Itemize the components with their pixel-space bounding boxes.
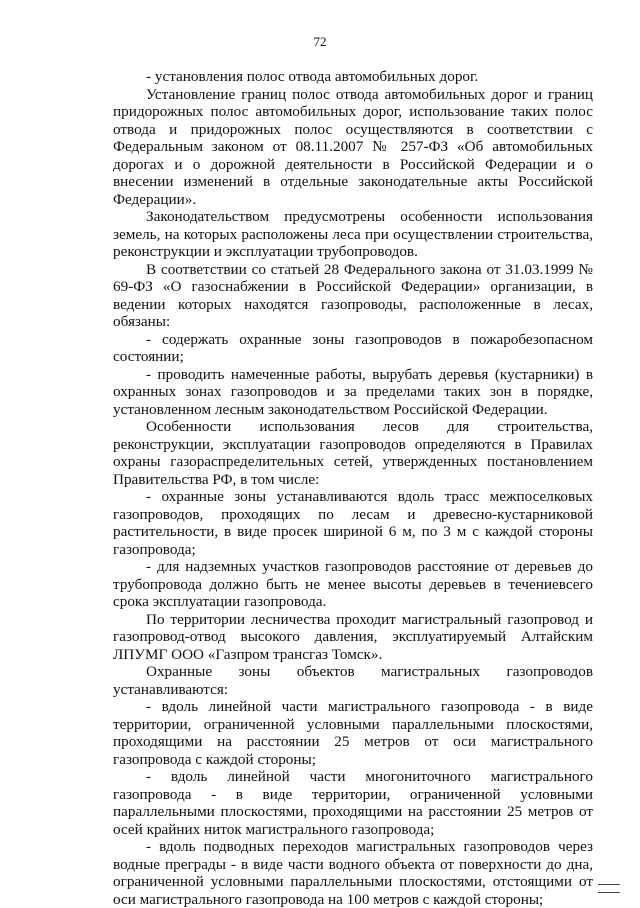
list-item: - содержать охранные зоны газопроводов в пожаробезопасном состоянии; xyxy=(113,330,593,365)
paragraph: По территории лесничества проходит магистральный газопровод и газопровод-отвод высокого давления, эксплуатируемый Алтайским ЛПУМГ ООО «Газпром трансгаз Томск». xyxy=(113,610,593,663)
list-item: - проводить намеченные работы, вырубать деревья (кустарники) в охранных зонах газопроводов и за пределами таких зон в порядке, установленном лесным законодательством Российской Федерации. xyxy=(113,365,593,418)
scan-mark xyxy=(598,892,620,893)
list-item: - вдоль подводных переходов магистральных газопроводов через водные преграды - в виде части водного объекта от поверхности до дна, ограниченной условными параллельными плоскостями, отстоящими от оси магистрального газопровода на 100 метров с каждой стороны; xyxy=(113,838,593,908)
list-item: - вдоль линейной части многониточного магистрального газопровода - в виде территории, ограниченной условными параллельными плоскостями, проходящими на расстоянии 25 метров от осей крайних ниток магистрального газопровода; xyxy=(113,768,593,838)
paragraph: Охранные зоны объектов магистральных газопроводов устанавливаются: xyxy=(113,663,593,698)
page-number: 72 xyxy=(313,34,327,49)
list-item: - для надземных участков газопроводов расстояние от деревьев до трубопровода должно быть не менее высоты деревьев в течениевсего срока эксплуатации газопровода. xyxy=(113,558,593,610)
list-item: - вдоль линейной части магистрального газопровода - в виде территории, ограниченной условными параллельными плоскостями, проходящими на расстоянии 25 метров от оси магистрального газопровода с каждой стороны; xyxy=(113,698,593,768)
document-body xyxy=(113,68,593,908)
paragraph: - установления полос отвода автомобильных дорог. xyxy=(146,68,479,85)
paragraph: Установление границ полос отвода автомобильных дорог и границ придорожных полос автомобильных дорог, использование таких полос отвода и придорожных полос осуществляются в соответствии с Федеральным законом от 08.11.2007 № 257-ФЗ «Об автомобильных дорогах и о дорожной деятельности в Российской Федерации и о внесении изменений в отдельные законодательные акты Российской Федерации». xyxy=(113,85,593,208)
paragraph: В соответствии со статьей 28 Федерального закона от 31.03.1999 № 69-ФЗ «О газоснабжении в Российской Федерации» организации, в ведении которых находятся газопроводы, расположенные в лесах, обязаны: xyxy=(113,260,593,330)
scan-mark xyxy=(598,884,620,885)
list-item: - охранные зоны устанавливаются вдоль трасс межпоселковых газопроводов, проходящих по лесам и древесно-кустарниковой растительности, в виде просек шириной 6 м, по 3 м с каждой стороны газопровода; xyxy=(113,488,593,558)
paragraph: Особенности использования лесов для строительства, реконструкции, эксплуатации газопроводов определяются в Правилах охраны газораспределительных сетей, утвержденных постановлением Правительства РФ, в том числе: xyxy=(113,418,593,488)
paragraph: Законодательством предусмотрены особенности использования земель, на которых расположены леса при осуществлении строительства, реконструкции и эксплуатации трубопроводов. xyxy=(113,208,593,260)
